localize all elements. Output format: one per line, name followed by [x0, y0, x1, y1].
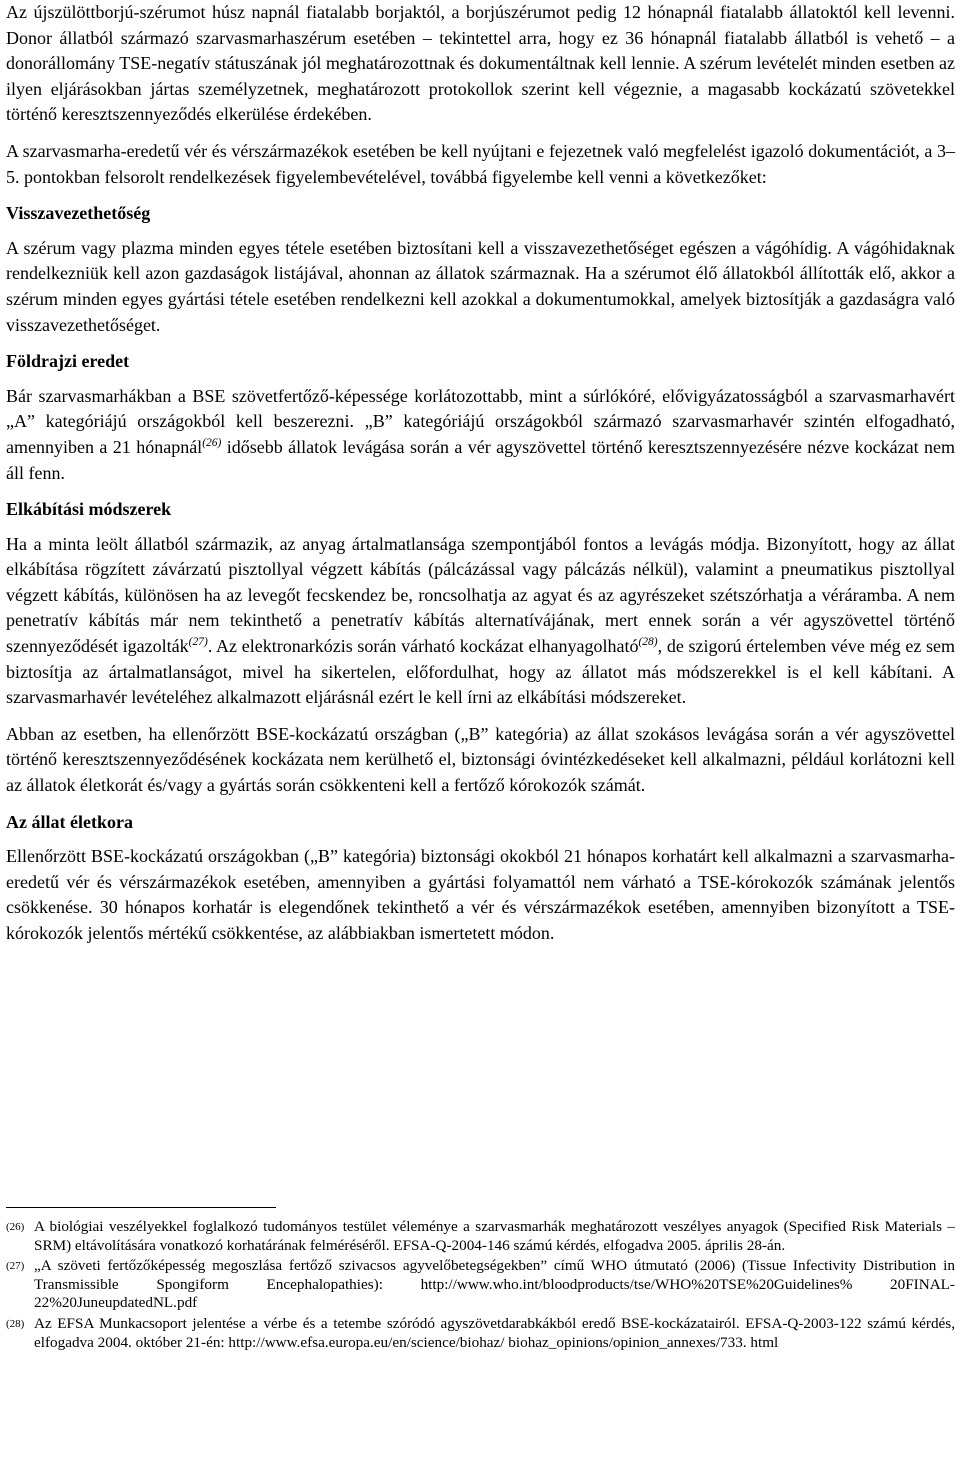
- section-geographic-origin: [6, 349, 955, 486]
- footnote-text: „A szöveti fertőzőképesség megoszlása fertőző szivacsos agyvelőbetegségekben” című WHO útmutató (2006) (Tissue Infectivity Distribution in Transmissible Spongiform Encephalopathies): http://www.who.int/bloodproducts/tse/WHO%20TSE%20Guidelines% 20FINAL-22%20JuneupdatedNL.pdf: [34, 1257, 955, 1312]
- section-traceability: [6, 201, 955, 338]
- footnote: [6, 1315, 955, 1352]
- document-page: [6, 0, 955, 958]
- footnote-text: A biológiai veszélyekkel foglalkozó tudományos testület véleménye a szarvasmarhák meghatározott veszélyes anyagok (Specified Risk Materials – SRM) eltávolítására vonatkozó korhatárának felméréséről. EFSA-Q-2004-146 számú kérdés, elfogadva 2005. április 28-án.: [34, 1218, 955, 1254]
- section-paragraph: A szérum vagy plazma minden egyes tétele esetében biztosítani kell a visszavezethetőséget egészen a vágóhídig. A vágóhidaknak rendelkezniük kell azon gazdaságok listájával, ahonnan az állatok származnak. Ha a szérumot élő állatokból állították elő, akkor a szérum minden egyes gyártási tétele esetében rendelkezni kell azokkal a dokumentumokkal, amelyek biztosítják a gazdaságra való visszavezethetőséget.: [6, 237, 955, 335]
- paragraph-requirements: A szarvasmarha-eredetű vér és vérszármazékok esetében be kell nyújtani e fejezetnek való megfelelést igazoló dokumentációt, a 3–5. pontokban felsorolt rendelkezések figyelembevételével, továbbá figyelembe kell venni a következőket:: [6, 140, 955, 187]
- footnote-separator: [6, 1207, 276, 1208]
- footnotes: [6, 1218, 955, 1354]
- footnote: [6, 1218, 955, 1255]
- footnote-reference: (28): [638, 636, 658, 649]
- section-heading: Földrajzi eredet: [6, 351, 130, 372]
- footnote-reference: (26): [202, 436, 222, 449]
- section-animal-age: [6, 810, 955, 947]
- section-stunning-methods: [6, 497, 955, 799]
- section-paragraph: Bár szarvasmarhákban a BSE szövetfertőző-képessége korlátozottabb, mint a súrlókóré, elővigyázatosságból a szarvasmarhavért „A” kategóriájú országokból kell beszerezni. „B” kategóriájú országokból származó szarvasmarhavér szintén elfogadható, amennyiben a 21 hónapnál$^{(26)}$ idősebb állatok levágása során a vér agyszövettel történő keresztszennyezésére nézve kockázat nem áll fenn.: [6, 385, 955, 483]
- section-heading: Elkábítási módszerek: [6, 499, 172, 520]
- section-paragraph: Ha a minta leölt állatból származik, az anyag ártalmatlansága szempontjából fontos a levágás módja. Bizonyított, hogy az állat elkábítása rögzített závárzatú pisztollyal végzett kábítás (pálcázással vagy pálcázás nélkül), valamint a pneumatikus pisztollyal végzett kábítás, különösen ha az levegőt fecskendez be, roncsolhatja az agyat és az agyrészeket szétszórhatja a véráramba. A nem penetratív kábítás már nem tekinthető a penetratív kábítás alternatívájának, mert ennek során a vér agyszövettel történő szennyeződését igazolták$^{(27)}$. Az elektronarkózis során várható kockázat elhanyagolható$^{(28)}$, de szigorú értelemben véve még ez sem biztosítja az ártalmatlanságot, mivel ha sikertelen, előfordulhat, hogy az állatot más módszerekkel is el kell kábítani. A szarvasmarhavér levételéhez alkalmazott eljárásnál ezért le kell írni az elkábítási módszereket.: [6, 533, 956, 708]
- footnote-number: (26): [6, 1221, 25, 1233]
- section-paragraph: Abban az esetben, ha ellenőrzött BSE-kockázatú országban („B” kategória) az állat szokásos levágása során a vér agyszövettel történő keresztszennyeződésének kockázata nem kerülhető el, biztonsági óvintézkedéseket kell alkalmazni, például korlátozni kell az állatok életkorát és/vagy a gyártás során csökkenteni kell a fertőző kórokozók számát.: [6, 723, 955, 796]
- paragraph-intro: Az újszülöttborjú-szérumot húsz napnál fiatalabb borjaktól, a borjúszérumot pedig 12 hónapnál fiatalabb állatoktól kell levenni. Donor állatból származó szarvasmarhaszérum esetében – tekintettel arra, hogy ez 36 hónapnál fiatalabb állatból is vehető – a donorállomány TSE-negatív státuszának jól meghatározottnak és dokumentáltnak kell lennie. A szérum levételét minden esetben az ilyen eljárásokban jártas személyzetnek, meghatározott protokollok szerint kell végeznie, a magasabb kockázatú szövetekkel történő keresztszennyeződés elkerülése érdekében.: [6, 2, 955, 125]
- section-heading: Visszavezethetőség: [6, 203, 151, 224]
- footnote-reference: (27): [188, 636, 208, 649]
- footnote-number: (28): [6, 1317, 25, 1330]
- footnote-text: Az EFSA Munkacsoport jelentése a vérbe és a tetembe szóródó agyszövetdarabkákból eredő BSE-kockázatairól. EFSA-Q-2003-122 számú kérdés, elfogadva 2004. október 21-én: http://www.efsa.europa.eu/en/science/biohaz/ biohaz_opinions/opinion_annexes/733. html: [34, 1314, 955, 1351]
- footnote: [6, 1257, 955, 1313]
- footnote-number: (27): [6, 1260, 25, 1273]
- section-heading: Az állat életkora: [6, 811, 133, 832]
- section-paragraph: Ellenőrzött BSE-kockázatú országokban („B” kategória) biztonsági okokból 21 hónapos korhatárt kell alkalmazni a szarvasmarha-eredetű vér és vérszármazékok esetében, amennyiben a gyártási folyamattól nem várható a TSE-kórokozók számának jelentős csökkenése. 30 hónapos korhatár is elegendőnek tekinthető a vér és vérszármazékok esetében, amennyiben bizonyított a TSE-kórokozók jelentős mértékű csökkentése, az alábbiakban ismertetett módon.: [6, 846, 955, 943]
